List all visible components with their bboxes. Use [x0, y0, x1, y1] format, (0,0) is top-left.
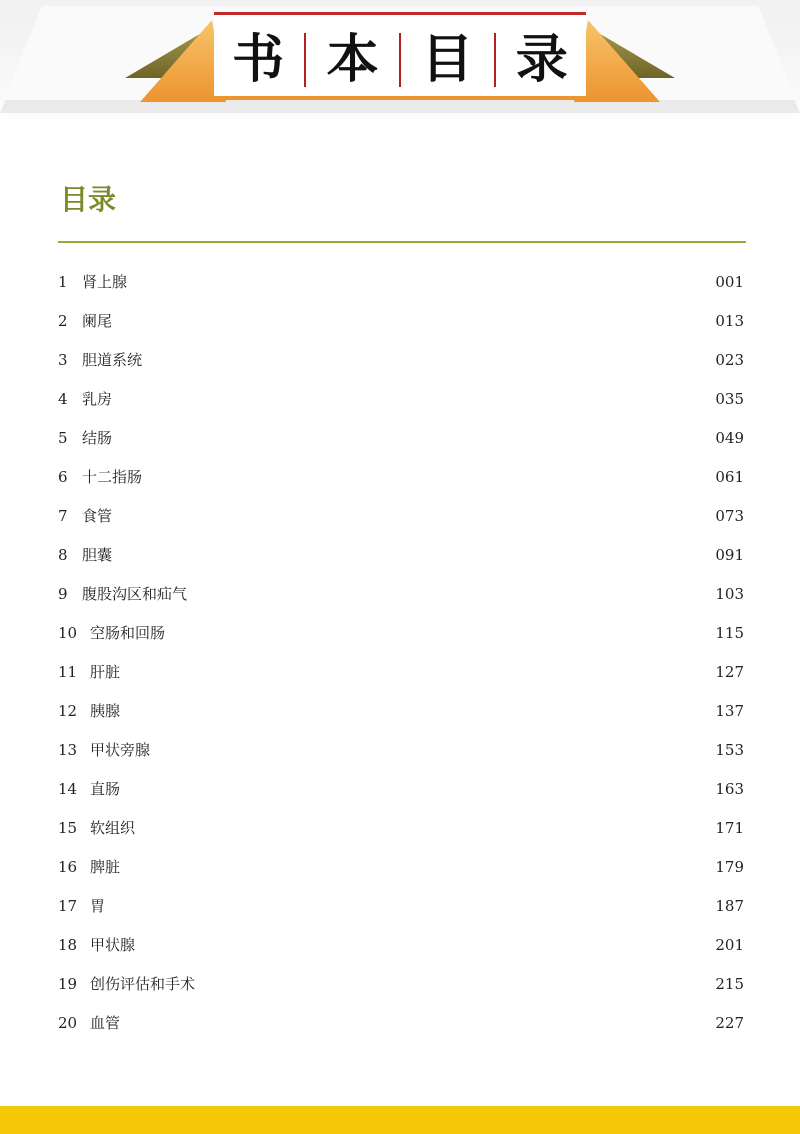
- toc-item-number: 2: [58, 311, 68, 330]
- toc-item-page: 023: [715, 350, 744, 369]
- banner: [0, 0, 800, 130]
- toc-item-title: 血管: [90, 1014, 121, 1032]
- toc-item[interactable]: [58, 301, 744, 340]
- toc-item-title: 肝脏: [90, 663, 121, 681]
- toc-item-title: 直肠: [90, 780, 121, 798]
- toc-item[interactable]: [58, 925, 744, 964]
- toc-item[interactable]: [58, 691, 744, 730]
- banner-separator: [304, 33, 306, 87]
- toc-item-page: 013: [715, 311, 744, 330]
- toc-item-title: 甲状旁腺: [90, 741, 151, 759]
- toc-item-number: 4: [58, 389, 68, 408]
- toc-item[interactable]: [58, 574, 744, 613]
- footer-bar: [0, 1106, 800, 1134]
- toc-item[interactable]: [58, 496, 744, 535]
- toc-item-number: 13: [58, 740, 78, 759]
- toc-item-page: 049: [715, 428, 744, 447]
- toc-item-title: 甲状腺: [90, 936, 136, 954]
- toc-item-page: 127: [715, 662, 744, 681]
- toc-item[interactable]: [58, 808, 744, 847]
- toc-list: [58, 262, 744, 1042]
- toc-item-title: 软组织: [90, 819, 136, 837]
- toc-item-title: 创伤评估和手术: [90, 975, 196, 993]
- toc-item-number: 11: [58, 662, 78, 681]
- banner-title: [222, 18, 578, 102]
- toc-item-page: 153: [715, 740, 744, 759]
- toc-item[interactable]: [58, 535, 744, 574]
- toc-item[interactable]: [58, 964, 744, 1003]
- toc-item-page: 215: [715, 974, 744, 993]
- toc-item-number: 3: [58, 350, 68, 369]
- toc-item-number: 20: [58, 1013, 78, 1032]
- toc-item-page: 179: [715, 857, 744, 876]
- toc-item-page: 035: [715, 389, 744, 408]
- toc-item-page: 227: [715, 1013, 744, 1032]
- toc-item-title: 肾上腺: [82, 273, 128, 291]
- toc-item-title: 阑尾: [82, 312, 113, 330]
- toc-item-number: 14: [58, 779, 78, 798]
- banner-separator: [494, 33, 496, 87]
- toc-item-page: 163: [715, 779, 744, 798]
- toc-item-title: 胃: [90, 897, 106, 915]
- toc-item-page: 073: [715, 506, 744, 525]
- toc-item[interactable]: [58, 886, 744, 925]
- banner-char: 本: [326, 30, 379, 90]
- toc-item-number: 17: [58, 896, 78, 915]
- toc-item-number: 10: [58, 623, 78, 642]
- toc-item[interactable]: [58, 769, 744, 808]
- toc-item-page: 137: [715, 701, 744, 720]
- toc-item-number: 5: [58, 428, 68, 447]
- toc-heading: 目录: [60, 183, 117, 216]
- toc-item[interactable]: [58, 262, 744, 301]
- toc-item-number: 9: [58, 584, 68, 603]
- toc-item[interactable]: [58, 418, 744, 457]
- toc-item[interactable]: [58, 379, 744, 418]
- toc-item-number: 7: [58, 506, 68, 525]
- toc-item[interactable]: [58, 730, 744, 769]
- toc-item[interactable]: [58, 652, 744, 691]
- toc-item-page: 103: [715, 584, 744, 603]
- toc-item-title: 乳房: [82, 390, 113, 408]
- banner-char: 书: [232, 30, 285, 90]
- toc-item-title: 空肠和回肠: [90, 624, 166, 642]
- toc-item-title: 十二指肠: [82, 468, 143, 486]
- toc-item-page: 061: [715, 467, 744, 486]
- toc-divider: [58, 241, 746, 243]
- toc-item-title: 胰腺: [90, 702, 121, 720]
- toc-item-number: 19: [58, 974, 78, 993]
- toc-item[interactable]: [58, 457, 744, 496]
- toc-item-page: 091: [715, 545, 744, 564]
- toc-item-number: 15: [58, 818, 78, 837]
- toc-item[interactable]: [58, 340, 744, 379]
- toc-item-page: 187: [715, 896, 744, 915]
- toc-item-page: 201: [715, 935, 744, 954]
- banner-char: 录: [515, 30, 568, 90]
- toc-item[interactable]: [58, 1003, 744, 1042]
- toc-item-page: 001: [715, 272, 744, 291]
- banner-separator: [399, 33, 401, 87]
- banner-char: 目: [421, 30, 474, 90]
- toc-item-title: 脾脏: [90, 858, 121, 876]
- toc-item-title: 腹股沟区和疝气: [82, 585, 188, 603]
- toc-item-number: 6: [58, 467, 68, 486]
- toc-item[interactable]: [58, 613, 744, 652]
- toc-item-number: 12: [58, 701, 78, 720]
- toc-item-title: 结肠: [82, 429, 113, 447]
- toc-item-number: 18: [58, 935, 78, 954]
- toc-item-title: 胆囊: [82, 546, 113, 564]
- toc-item-page: 171: [715, 818, 744, 837]
- toc-item-title: 食管: [82, 507, 113, 525]
- toc-item-number: 8: [58, 545, 68, 564]
- toc-item-title: 胆道系统: [82, 351, 143, 369]
- toc-item-number: 16: [58, 857, 78, 876]
- toc-item-page: 115: [715, 623, 744, 642]
- toc-item-number: 1: [58, 272, 68, 291]
- toc-item[interactable]: [58, 847, 744, 886]
